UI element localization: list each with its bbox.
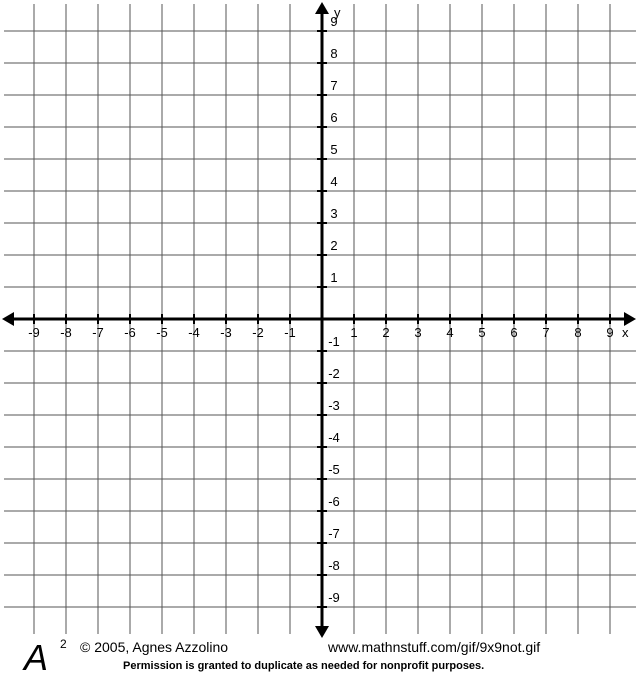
y-tick-label: -7 xyxy=(328,526,340,541)
x-tick-label: -6 xyxy=(124,325,136,340)
y-tick-label: 1 xyxy=(330,270,338,285)
x-axis-arrow-left xyxy=(2,312,14,326)
y-tick-label: -2 xyxy=(328,366,340,381)
x-tick-label: 1 xyxy=(350,325,358,340)
x-tick-label: -3 xyxy=(220,325,232,340)
x-tick-label: -4 xyxy=(188,325,200,340)
y-tick-label: -5 xyxy=(328,462,340,477)
copyright-text: © 2005, Agnes Azzolino xyxy=(80,639,229,655)
y-tick-label: -6 xyxy=(328,494,340,509)
y-tick-label: 5 xyxy=(330,142,338,157)
y-tick-label: -1 xyxy=(328,334,340,349)
x-tick-label: 4 xyxy=(446,325,454,340)
y-tick-label: 4 xyxy=(330,174,338,189)
x-tick-label: 8 xyxy=(574,325,582,340)
y-axis-label: y xyxy=(334,5,341,20)
x-tick-label: -9 xyxy=(28,325,40,340)
y-tick-label: -8 xyxy=(328,558,340,573)
y-axis-arrow-bottom xyxy=(315,626,329,638)
y-tick-label: 9 xyxy=(330,14,338,29)
y-tick-label: 7 xyxy=(330,78,338,93)
permission-notice: Permission is granted to duplicate as needed for nonprofit purposes. xyxy=(123,660,485,672)
y-tick-label: 3 xyxy=(330,206,338,221)
x-tick-label: 7 xyxy=(542,325,550,340)
y-tick-label: -9 xyxy=(328,590,340,605)
y-tick-label: 2 xyxy=(330,238,338,253)
logo xyxy=(22,632,72,678)
x-tick-label: 9 xyxy=(606,325,614,340)
y-tick-label: 6 xyxy=(330,110,338,125)
x-tick-label: -7 xyxy=(92,325,104,340)
y-tick-label: -3 xyxy=(328,398,340,413)
x-tick-label: 2 xyxy=(382,325,390,340)
x-tick-label: 3 xyxy=(414,325,422,340)
x-axis-label: x xyxy=(622,325,629,340)
y-tick-label: 8 xyxy=(330,46,338,61)
x-tick-label: -2 xyxy=(252,325,264,340)
x-tick-label: 5 xyxy=(478,325,486,340)
x-tick-label: 6 xyxy=(510,325,518,340)
y-axis-arrow-top xyxy=(315,2,329,14)
x-tick-label: -8 xyxy=(60,325,72,340)
x-tick-label: -1 xyxy=(284,325,296,340)
source-url: www.mathnstuff.com/gif/9x9not.gif xyxy=(328,639,541,655)
x-tick-label: -5 xyxy=(156,325,168,340)
y-tick-label: -4 xyxy=(328,430,340,445)
logo-letter: A xyxy=(24,637,49,678)
logo-superscript: 2 xyxy=(60,637,67,651)
x-axis-arrow-right xyxy=(624,312,636,326)
